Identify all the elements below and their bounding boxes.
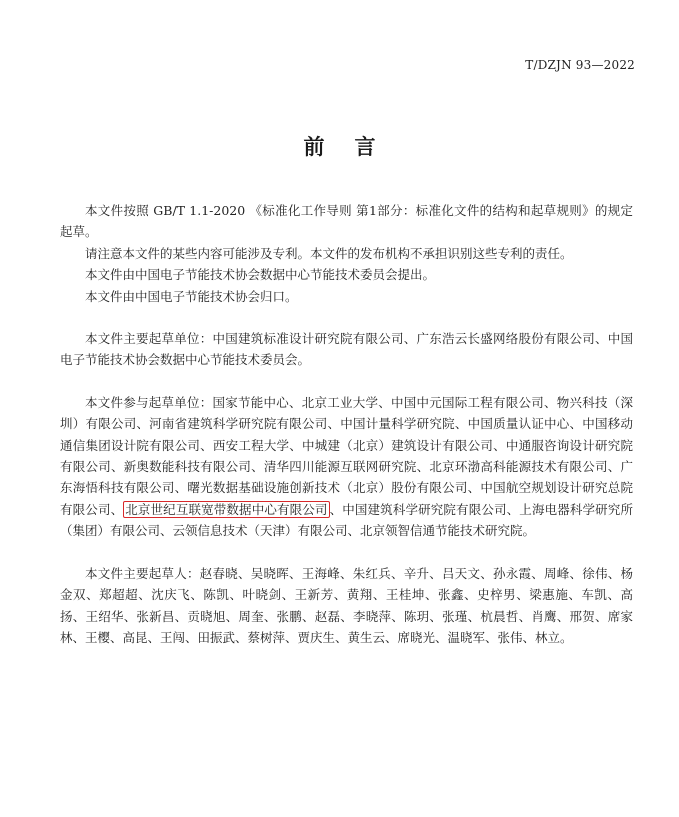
paragraph-proposer: 本文件由中国电子节能技术协会数据中心节能技术委员会提出。 [85,267,436,283]
participating-text-after: 、中国建筑科学研究院有限公司、上海电器科学研究所（集团）有限公司、云领信息技术（天津）有限公司、北京领智信通节能技术研究院。 [60,501,633,539]
paragraph-patent-notice: 请注意本文件的某些内容可能涉及专利。本文件的发布机构不承担识别这些专利的责任。 [85,245,573,261]
highlighted-company: 北京世纪互联宽带数据中心有限公司 [125,501,328,517]
document-code: T/DZJN 93—2022 [525,58,635,72]
paragraph-gap [60,307,633,328]
paragraph-main-authors: 本文件主要起草人：赵春晓、吴晓晖、王海峰、朱红兵、辛升、吕天文、孙永霞、周峰、徐伟、杨金双、郑超超、沈庆飞、陈凯、叶晓剑、王新芳、黄翔、王桂坤、张鑫、史梓男、梁惠施、车凯、高扬、王绍华、张新昌、贡晓旭、周奎、张鹏、赵磊、李晓萍、陈玥、张瑾、杭晨哲、肖鹰、邢贺、席家林、王樱、高昆、王闯、田振武、蔡树萍、贾庆生、黄生云、席晓光、温晓军、张伟、林立。 [60,565,633,645]
paragraph-participating-drafters [60,392,633,542]
paragraph-gap [60,542,633,563]
paragraph-gap [60,371,633,392]
foreword-body [60,200,633,648]
page-title: 前言 [303,134,406,159]
paragraph-main-drafters: 本文件主要起草单位：中国建筑标准设计研究院有限公司、广东浩云长盛网络股份有限公司、中国电子节能技术协会数据中心节能技术委员会。 [60,331,633,368]
paragraph-drafting-rules: 本文件按照 GB/T 1.1-2020 《标准化工作导则 第1部分：标准化文件的结构和起草规则》的规定起草。 [60,203,633,240]
paragraph-administrator: 本文件由中国电子节能技术协会归口。 [85,288,298,304]
participating-text-before: 本文件参与起草单位：国家节能中心、北京工业大学、中国中元国际工程有限公司、物兴科技（深圳）有限公司、河南省建筑科学研究院有限公司、中国计量科学研究院、中国质量认证中心、中国移动通信集团设计院有限公司、西安工程大学、中城建（北京）建筑设计有限公司、中通服咨询设计研究院有限公司、新奥数能科技有限公司、清华四川能源互联网研究院、北京环渤高科能源技术有限公司、广东海悟科技有限公司、曙光数据基础设施创新技术（北京）股份有限公司、中国航空规划设计研究总院有限公司、 [60,394,633,517]
